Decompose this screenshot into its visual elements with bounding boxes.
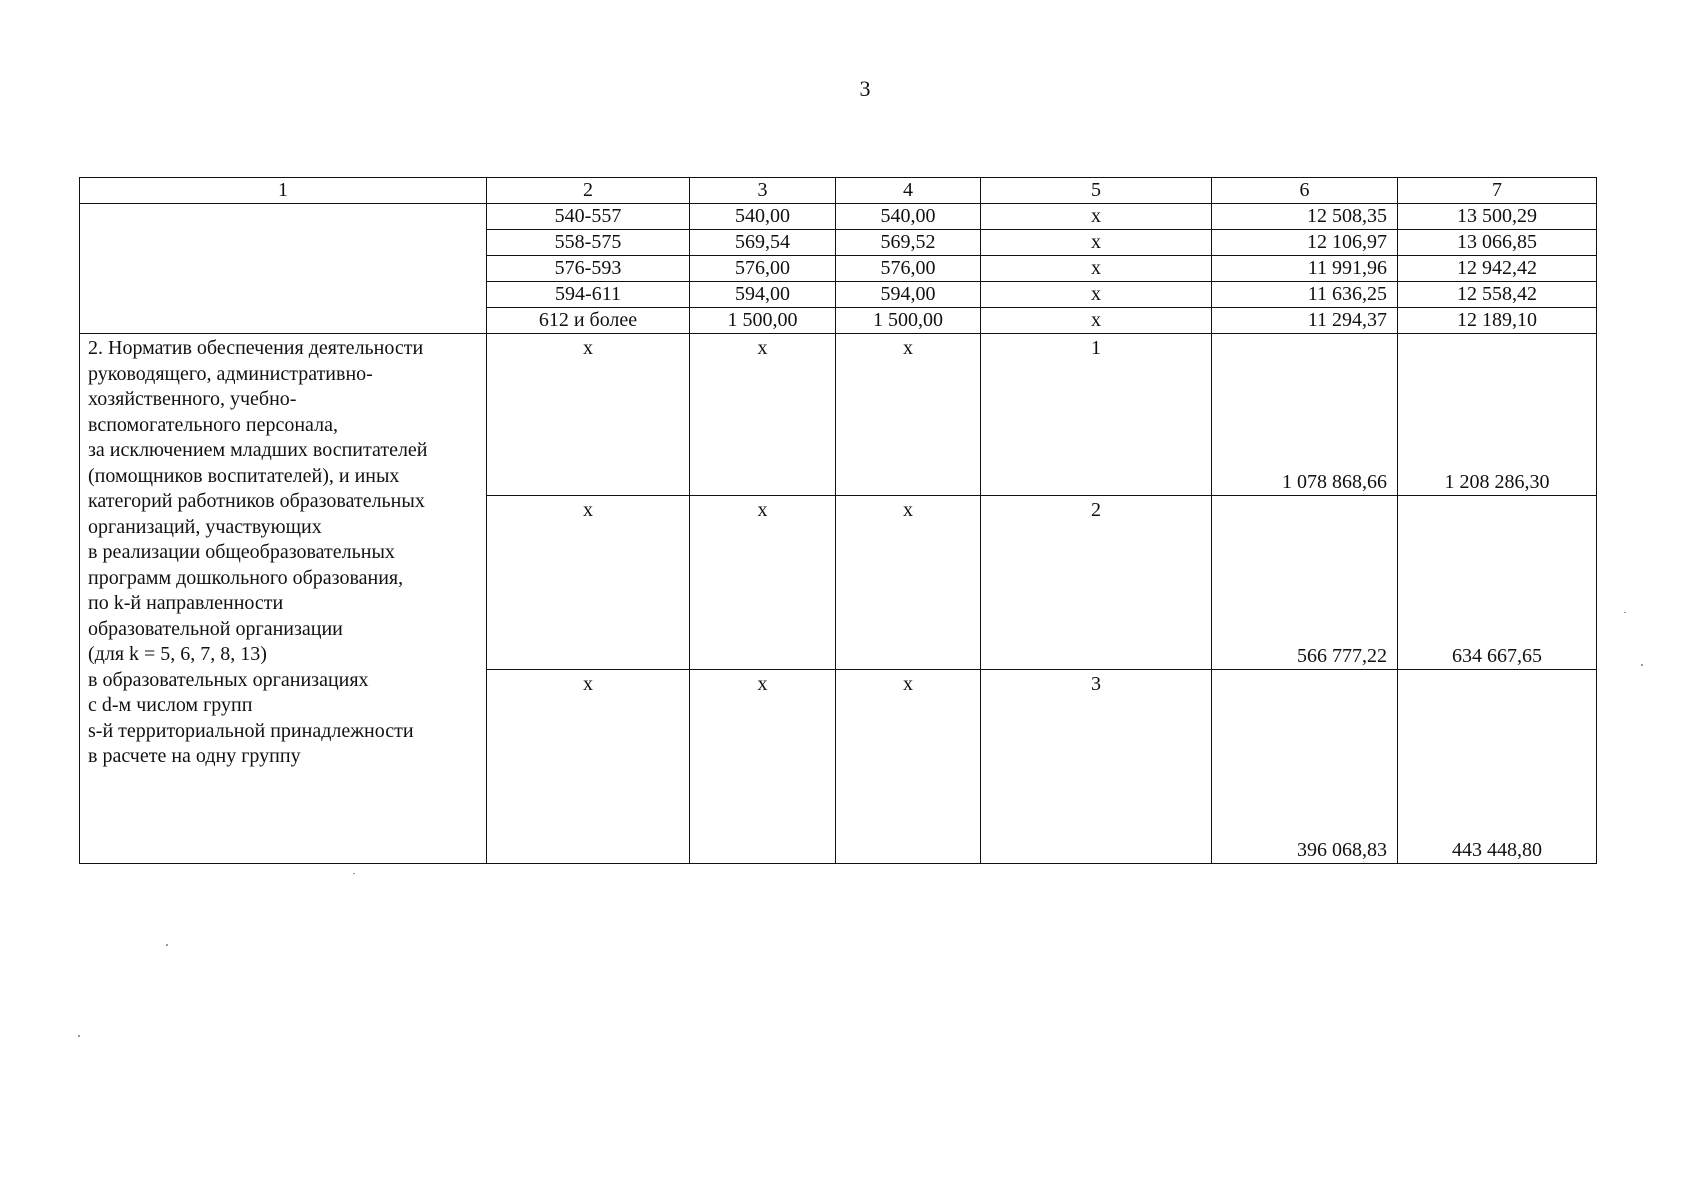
group-count-cell: 2 <box>981 496 1212 670</box>
range-cell: 558-575 <box>487 230 690 256</box>
description-line: организаций, участвующих <box>88 515 322 538</box>
table-row <box>80 204 1597 230</box>
value-cell: 569,54 <box>690 230 836 256</box>
range-cell: 594-611 <box>487 282 690 308</box>
mark-cell: х <box>981 282 1212 308</box>
description-line: в реализации общеобразовательных <box>88 541 395 563</box>
column-number: 7 <box>1398 178 1597 204</box>
mark-cell: х <box>836 670 981 864</box>
amount-cell: 12 508,35 <box>1212 204 1398 230</box>
amount-cell: 634 667,65 <box>1398 496 1597 670</box>
description-line: по k-й направленности <box>88 592 284 614</box>
amount-cell: 12 558,42 <box>1398 282 1597 308</box>
mark-cell: х <box>487 496 690 670</box>
mark-cell: х <box>690 334 836 496</box>
description-line: программ дошкольного образования, <box>88 566 404 589</box>
description-line: в образовательных организациях <box>88 668 369 691</box>
range-cell: 612 и более <box>487 308 690 334</box>
amount-cell: 396 068,83 <box>1212 670 1398 864</box>
description-line: за исключением младших воспитателей <box>88 439 428 461</box>
value-cell: 576,00 <box>690 256 836 282</box>
column-number: 3 <box>690 178 836 204</box>
column-number: 6 <box>1212 178 1398 204</box>
scan-speck <box>1624 612 1626 613</box>
amount-cell: 1 208 286,30 <box>1398 334 1597 496</box>
value-cell: 1 500,00 <box>690 308 836 334</box>
value-cell: 540,00 <box>690 204 836 230</box>
column-number: 2 <box>487 178 690 204</box>
amount-cell: 13 066,85 <box>1398 230 1597 256</box>
table-row <box>80 334 1597 496</box>
amount-cell: 12 189,10 <box>1398 308 1597 334</box>
value-cell: 540,00 <box>836 204 981 230</box>
description-line: с d-м числом групп <box>88 694 253 716</box>
value-cell: 594,00 <box>690 282 836 308</box>
mark-cell: х <box>836 334 981 496</box>
description-line: s-й территориальной принадлежности <box>88 719 414 742</box>
amount-cell: 12 106,97 <box>1212 230 1398 256</box>
amount-cell: 13 500,29 <box>1398 204 1597 230</box>
scan-speck <box>1641 664 1643 666</box>
mark-cell: х <box>981 230 1212 256</box>
amount-cell: 11 991,96 <box>1212 256 1398 282</box>
value-cell: 569,52 <box>836 230 981 256</box>
description-line: 2. Норматив обеспечения деятельности <box>88 337 424 359</box>
column-number: 5 <box>981 178 1212 204</box>
norm-description-cell <box>80 334 487 864</box>
norms-table <box>79 177 1597 864</box>
mark-cell: х <box>981 308 1212 334</box>
column-number: 1 <box>80 178 487 204</box>
empty-label-cell <box>80 204 487 334</box>
group-count-cell: 3 <box>981 670 1212 864</box>
scan-speck <box>353 873 355 874</box>
column-number: 4 <box>836 178 981 204</box>
description-line: (помощников воспитателей), и иных <box>88 464 400 487</box>
amount-cell: 11 636,25 <box>1212 282 1398 308</box>
mark-cell: х <box>981 256 1212 282</box>
description-line: образовательной организации <box>88 617 343 640</box>
amount-cell: 12 942,42 <box>1398 256 1597 282</box>
mark-cell: х <box>981 204 1212 230</box>
description-line: вспомогательного персонала, <box>88 413 338 436</box>
amount-cell: 443 448,80 <box>1398 670 1597 864</box>
amount-cell: 566 777,22 <box>1212 496 1398 670</box>
range-cell: 540-557 <box>487 204 690 230</box>
group-count-cell: 1 <box>981 334 1212 496</box>
scan-speck <box>78 1035 80 1037</box>
range-cell: 576-593 <box>487 256 690 282</box>
value-cell: 1 500,00 <box>836 308 981 334</box>
description-line: руководящего, административно- <box>88 362 373 385</box>
value-cell: 576,00 <box>836 256 981 282</box>
description-line: хозяйственного, учебно- <box>88 388 297 410</box>
description-line: в расчете на одну группу <box>88 745 301 767</box>
scan-speck <box>166 944 168 946</box>
mark-cell: х <box>487 334 690 496</box>
amount-cell: 11 294,37 <box>1212 308 1398 334</box>
description-line: (для k = 5, 6, 7, 8, 13) <box>88 643 267 665</box>
description-line: категорий работников образовательных <box>88 490 425 512</box>
mark-cell: х <box>836 496 981 670</box>
column-numbers-row <box>80 178 1597 204</box>
mark-cell: х <box>487 670 690 864</box>
mark-cell: х <box>690 496 836 670</box>
page-number: 3 <box>859 76 871 101</box>
amount-cell: 1 078 868,66 <box>1212 334 1398 496</box>
value-cell: 594,00 <box>836 282 981 308</box>
mark-cell: х <box>690 670 836 864</box>
